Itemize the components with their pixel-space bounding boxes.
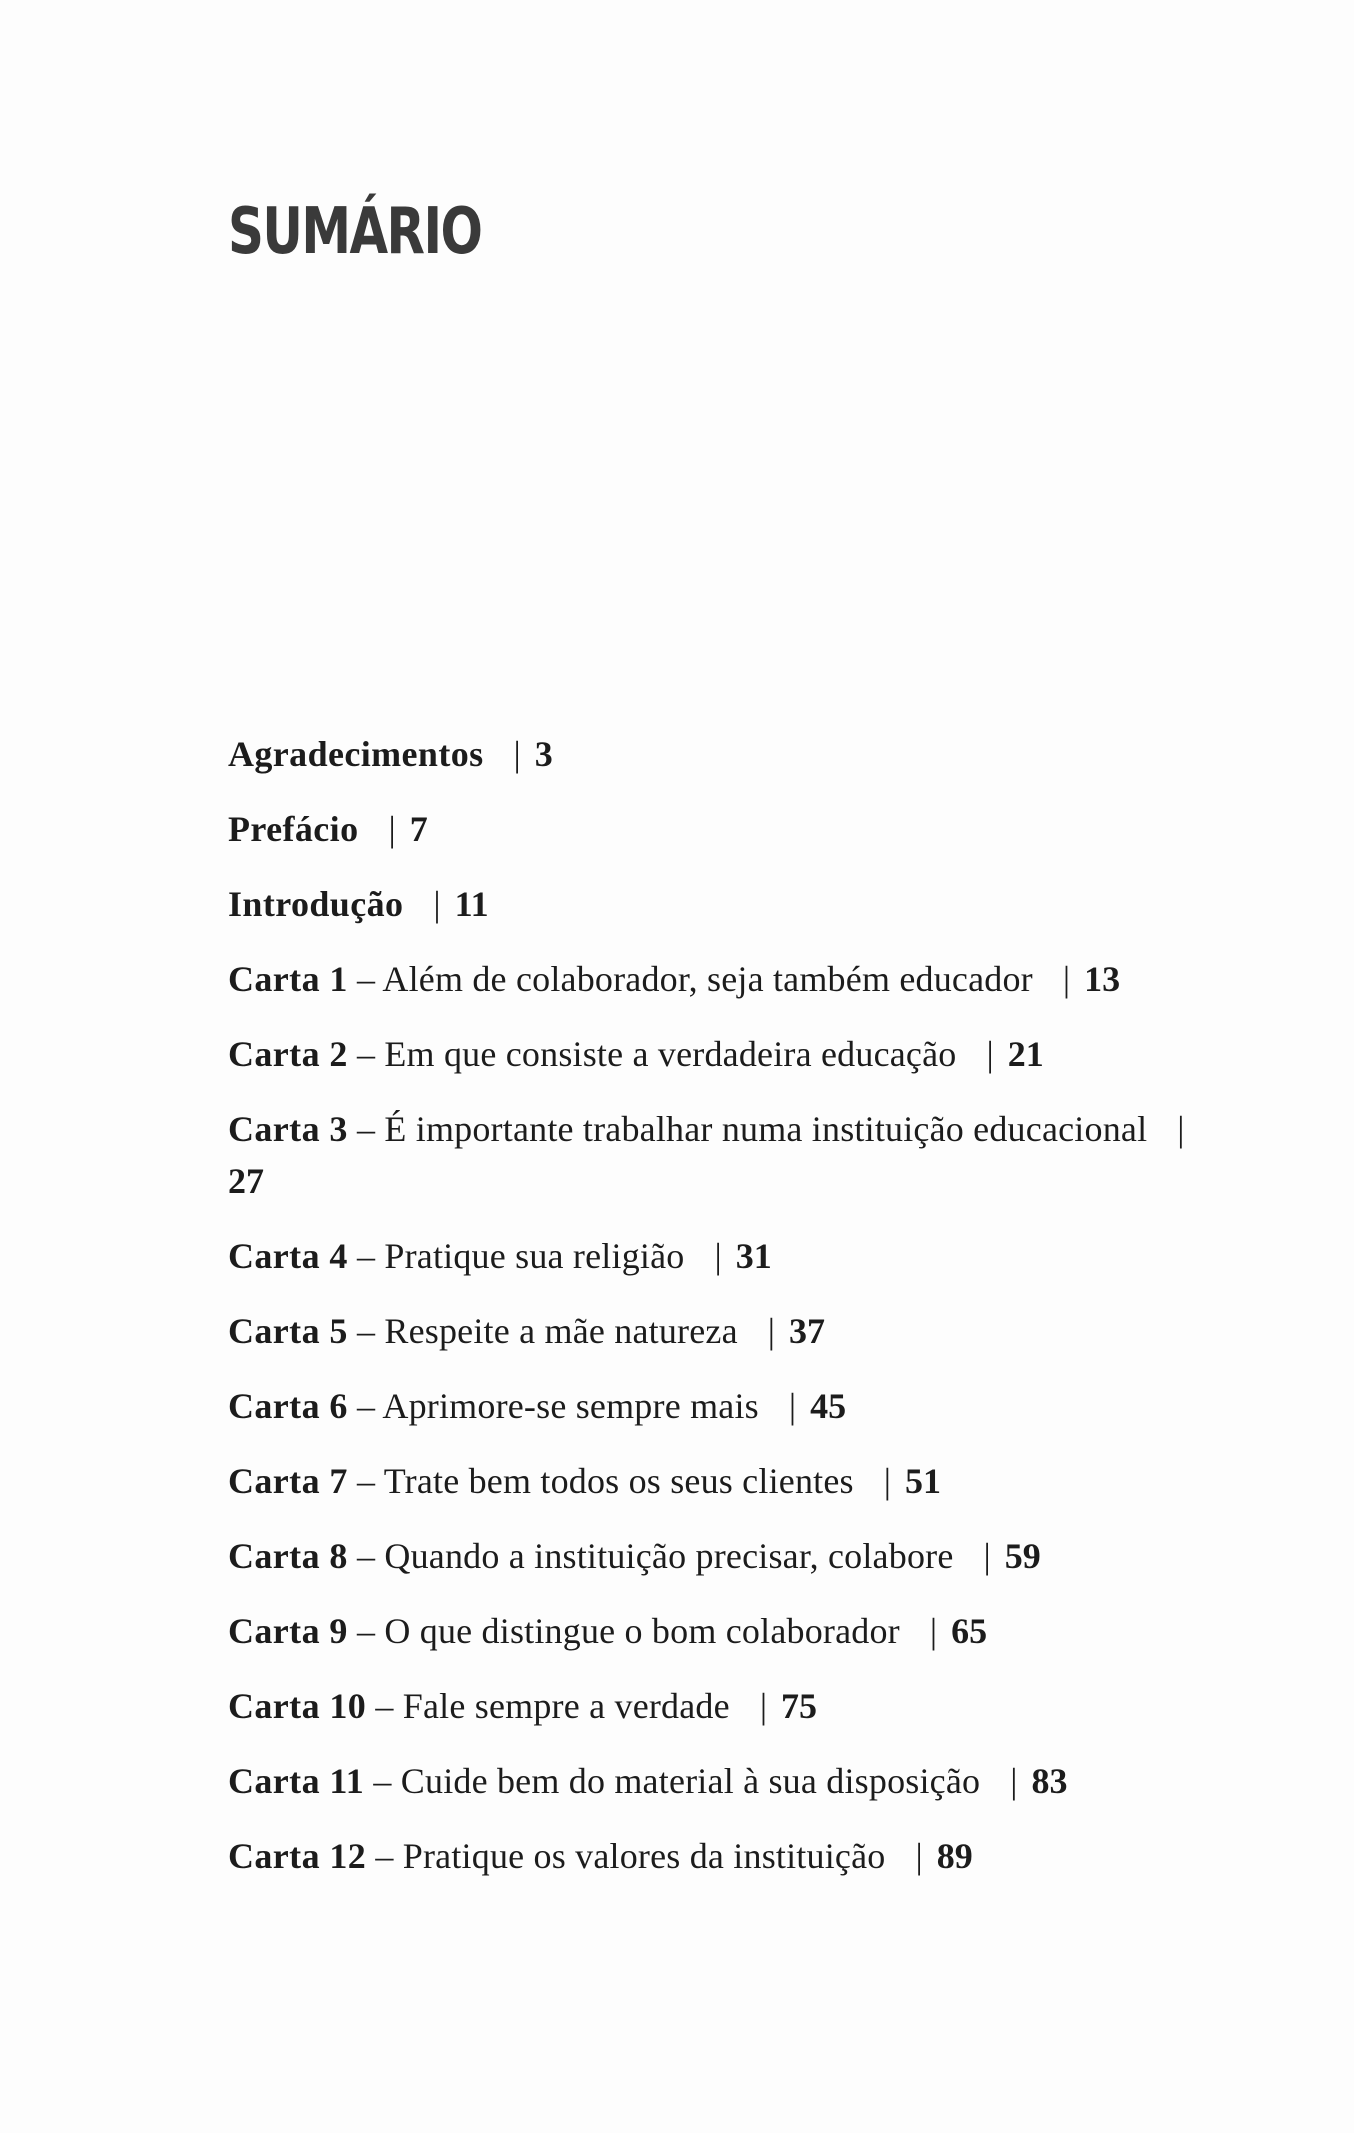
toc-entry [228, 1830, 1228, 1882]
toc-separator: | [513, 734, 521, 774]
toc-separator: | [388, 809, 396, 849]
toc-separator: | [1010, 1761, 1018, 1801]
toc-entry [228, 803, 1228, 855]
toc-entry [228, 878, 1228, 930]
toc-page-number: 27 [228, 1161, 264, 1201]
toc-separator: | [983, 1536, 991, 1576]
toc-entry [228, 728, 1228, 780]
toc-entry-title: – Fale sempre a verdade [366, 1686, 730, 1726]
toc-separator: | [433, 884, 441, 924]
toc-entry-label: Carta 7 [228, 1461, 348, 1501]
toc-entry-label: Introdução [228, 884, 404, 924]
toc-page-number: 11 [454, 884, 489, 924]
toc-entry [228, 1455, 1228, 1507]
toc-entry [228, 1305, 1228, 1357]
toc-page-number: 13 [1084, 959, 1121, 999]
toc-entry-label: Carta 12 [228, 1836, 367, 1876]
toc-entry [228, 1755, 1228, 1807]
toc-page-number: 89 [936, 1836, 973, 1876]
toc-entry-label: Carta 3 [228, 1109, 348, 1149]
toc-separator: | [767, 1311, 775, 1351]
toc-entry-title: – Aprimore-se sempre mais [347, 1386, 759, 1426]
toc-entry-title: – Em que consiste a verdadeira educação [347, 1034, 957, 1074]
toc-entry-label: Carta 2 [228, 1034, 348, 1074]
toc-entry-title: – Trate bem todos os seus clientes [347, 1461, 854, 1501]
toc-entry-label: Carta 6 [228, 1386, 348, 1426]
toc-entry-title: – Respeite a mãe natureza [347, 1311, 738, 1351]
toc-page-number: 65 [951, 1611, 988, 1651]
toc-page-number: 31 [735, 1236, 772, 1276]
toc-entry-label: Carta 10 [228, 1686, 367, 1726]
toc-entry-label: Carta 4 [228, 1236, 348, 1276]
toc-separator: | [714, 1236, 722, 1276]
toc-entry [228, 1103, 1228, 1207]
toc-entry-title: – Pratique os valores da instituição [366, 1836, 886, 1876]
toc-entry-title: – Cuide bem do material à sua disposição [364, 1761, 981, 1801]
toc-page-number: 7 [409, 809, 428, 849]
table-of-contents [228, 728, 1228, 1905]
toc-entry-label: Prefácio [228, 809, 359, 849]
toc-entry-label: Carta 9 [228, 1611, 348, 1651]
toc-separator: | [883, 1461, 891, 1501]
toc-separator: | [986, 1034, 994, 1074]
toc-separator: | [1177, 1109, 1185, 1149]
toc-separator: | [915, 1836, 923, 1876]
toc-page-number: 45 [810, 1386, 847, 1426]
toc-entry [228, 1530, 1228, 1582]
toc-page-number: 3 [534, 734, 553, 774]
toc-page-number: 59 [1004, 1536, 1041, 1576]
toc-entry-title: – O que distingue o bom colaborador [347, 1611, 900, 1651]
toc-entry [228, 1680, 1228, 1732]
toc-entry-label: Carta 11 [228, 1761, 365, 1801]
toc-page-number: 83 [1031, 1761, 1068, 1801]
toc-entry-label: Carta 5 [228, 1311, 348, 1351]
toc-entry [228, 1230, 1228, 1282]
toc-page-number: 51 [904, 1461, 941, 1501]
toc-separator: | [788, 1386, 797, 1426]
toc-page-number: 75 [781, 1686, 818, 1726]
toc-page-number: 21 [1007, 1034, 1044, 1074]
toc-entry [228, 1028, 1228, 1080]
toc-entry-label: Carta 1 [228, 959, 348, 999]
toc-separator: | [1062, 959, 1071, 999]
toc-entry-title: – Além de colaborador, seja também educador [347, 959, 1033, 999]
toc-entry [228, 1380, 1228, 1432]
toc-entry-title: – Quando a instituição precisar, colabore [347, 1536, 954, 1576]
toc-entry-title: – Pratique sua religião [347, 1236, 685, 1276]
toc-separator: | [929, 1611, 938, 1651]
page-title: SUMÁRIO [228, 195, 482, 269]
toc-entry [228, 953, 1228, 1005]
toc-entry-label: Agradecimentos [228, 734, 484, 774]
toc-entry-title: – É importante trabalhar numa instituição educacional [347, 1109, 1148, 1149]
toc-separator: | [759, 1686, 768, 1726]
toc-entry [228, 1605, 1228, 1657]
toc-entry-label: Carta 8 [228, 1536, 348, 1576]
toc-page-number: 37 [789, 1311, 825, 1351]
